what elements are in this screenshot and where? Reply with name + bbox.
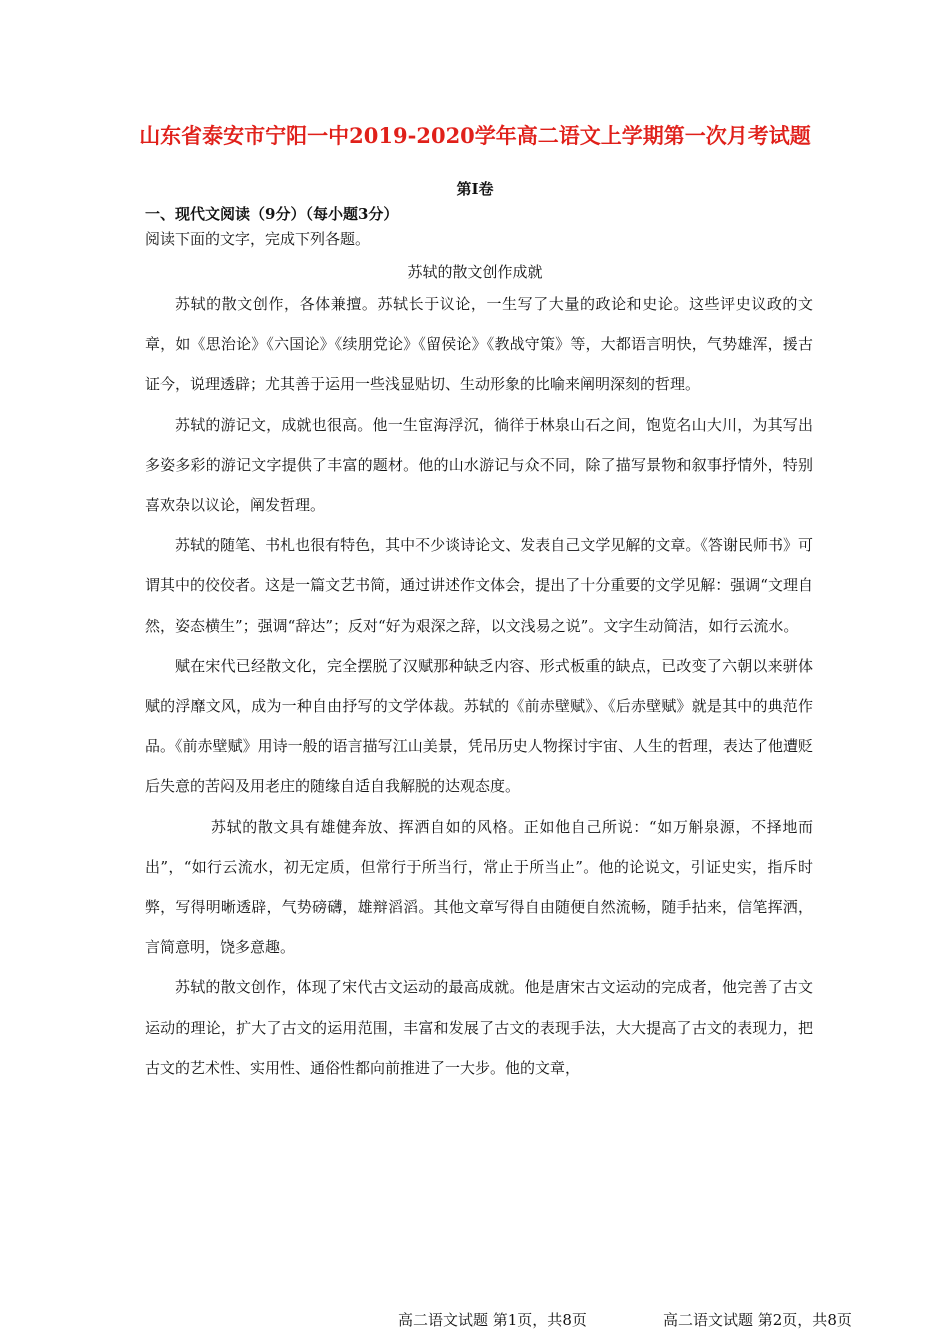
essay-paragraph-4: 赋在宋代已经散文化，完全摆脱了汉赋那种缺乏内容、形式板重的缺点，已改变了六朝以来骈体赋的浮靡文风，成为一种自由抒写的文学体裁。苏轼的《前赤壁赋》、《后赤壁赋》就是其中的典范作品。《前赤壁赋》用诗一般的语言描写江山美景，凭吊历史人物探讨宇宙、人生的哲理，表达了他遭贬后失意的苦闷及用老庄的随缘自适自我解脱的达观态度。 (145, 656, 813, 796)
essay-paragraph-2: 苏轼的游记文，成就也很高。他一生宦海浮沉，徜徉于林泉山石之间，饱览名山大川，为其写出多姿多彩的游记文字提供了丰富的题材。他的山水游记与众不同，除了描写景物和叙事抒情外，特别喜欢杂以议论，阐发哲理。 (145, 415, 813, 515)
essay-paragraph-1: 苏轼的散文创作，各体兼擅。苏轼长于议论，一生写了大量的政论和史论。这些评史议政的文章，如《思治论》《六国论》《续朋党论》《留侯论》《教战守策》等，大都语言明快，气势雄浑，援古证今，说理透辟；尤其善于运用一些浅显贴切、生动形象的比喻来阐明深刻的哲理。 (145, 295, 813, 394)
volume-title: 第Ⅰ卷 (456, 180, 494, 198)
reading-instruction: 阅读下面的文字，完成下列各题。 (145, 230, 371, 248)
footer-page-left: 高二语文试题 第1页，共8页 (398, 1311, 587, 1329)
section-heading: 一、现代文阅读（9分）（每小题3分） (145, 205, 399, 223)
footer-page-right: 高二语文试题 第2页，共8页 (663, 1311, 852, 1329)
essay-paragraph-3: 苏轼的随笔、书札也很有特色，其中不少谈诗论文、发表自己文学见解的文章。《答谢民师书》可谓其中的佼佼者。这是一篇文艺书简，通过讲述作文体会，提出了十分重要的文学见解：强调“文理自然，姿态横生”；强调“辞达”；反对“好为艰深之辞，以文浅易之说”。文字生动简洁，如行云流水。 (145, 536, 813, 635)
essay-paragraph-5: 苏轼的散文具有雄健奔放、挥洒自如的风格。正如他自己所说：“如万斛泉源，不择地而出”，“如行云流水，初无定质，但常行于所当行，常止于所当止”。他的论说文，引证史实，指斥时弊，写得明晰透辟，气势磅礴，雄辩滔滔。其他文章写得自由随便自然流畅，随手拈来，信笔挥洒，言简意明，饶多意趣。 (145, 817, 813, 957)
essay-title: 苏轼的散文创作成就 (407, 263, 543, 281)
essay-paragraph-6: 苏轼的散文创作，体现了宋代古文运动的最高成就。他是唐宋古文运动的完成者，他完善了古文运动的理论，扩大了古文的运用范围，丰富和发展了古文的表现手法，大大提高了古文的表现力，把古文的艺术性、实用性、通俗性都向前推进了一大步。他的文章， (145, 978, 813, 1077)
essay-body (145, 284, 813, 1088)
page-title: 山东省泰安市宁阳一中2019-2020学年高二语文上学期第一次月考试题 (139, 123, 811, 148)
